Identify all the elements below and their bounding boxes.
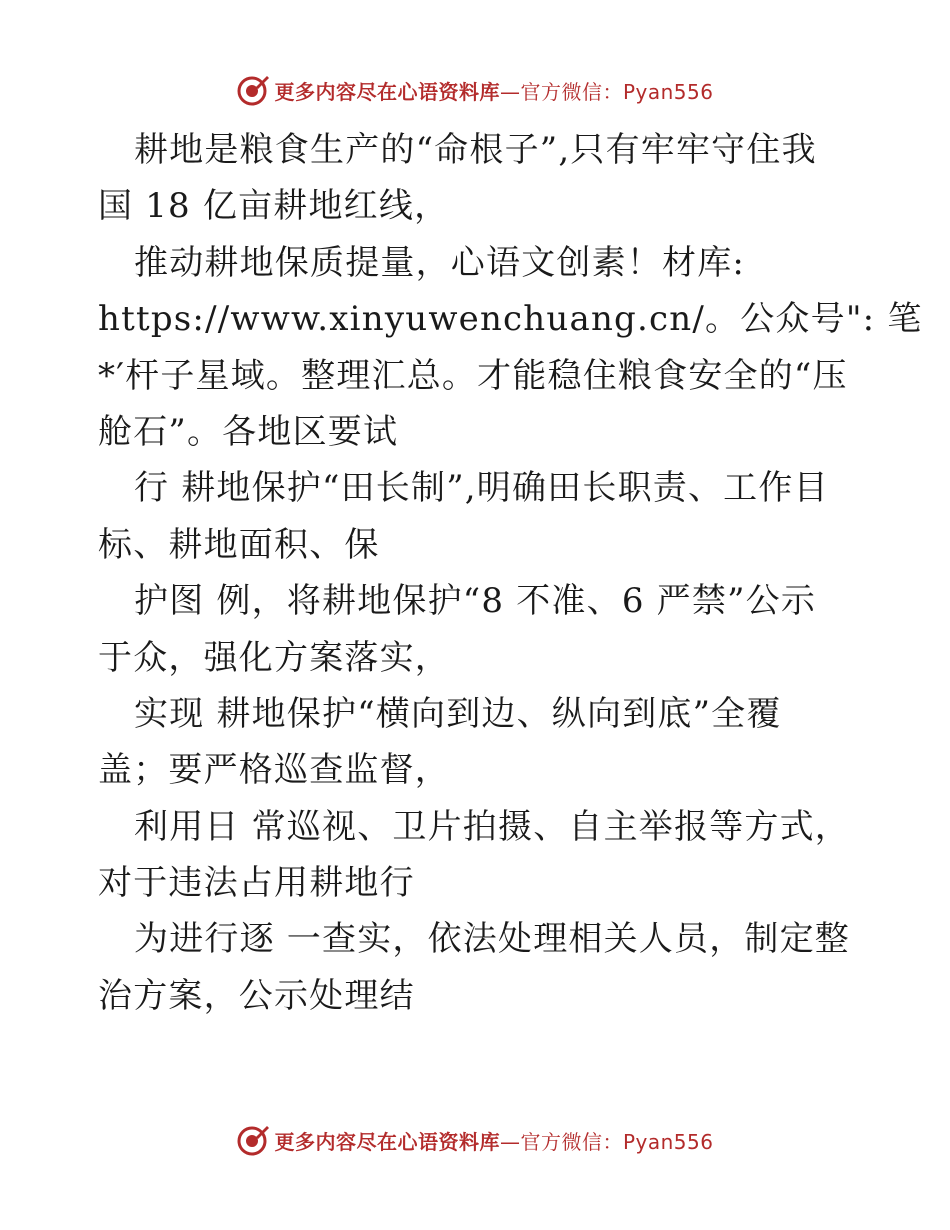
text-line: 行 耕地保护“田长制”,明确田长职责、工作目 [134,468,829,509]
text-line: 耕地是粮食生产的“命根子”,只有牢牢守住我 [134,130,817,170]
text-line: 推动耕地保质提量，心语文创素！材库: [134,242,746,283]
pen-logo-icon [236,1123,270,1157]
text-line: 治方案，公示处理结 [98,975,415,1016]
footer-banner [0,1120,950,1160]
text-line: 盖；要严格巡查监督， [98,750,450,791]
banner-separator: — [499,79,521,104]
text-line: 利用日 常巡视、卫片拍摄、自主举报等方式， [134,806,851,847]
banner-separator: — [499,1129,521,1154]
text-line: 于众，强化方案落实， [98,637,450,678]
banner-wechat: 官方微信：Pyan556 [520,79,714,104]
header-banner-text [274,76,713,105]
text-line: 实现 耕地保护“横向到边、纵向到底”全覆 [134,693,782,734]
text-line: *′杆子星域。整理汇总。才能稳住粮食安全的“压 [98,355,848,396]
document-body [98,122,923,1024]
banner-brand: 更多内容尽在心语资料库 [274,79,500,104]
text-line: 国 18 亿亩耕地红线， [98,186,450,227]
text-line: 标、耕地面积、保 [98,524,380,565]
text-line: https://www.xinyuwenchuang.cn/。公众号": 笔 [98,299,923,340]
pen-logo-icon [236,73,270,107]
text-line: 对于违法占用耕地行 [98,863,415,904]
text-line: 护图 例，将耕地保护“8 不准、6 严禁”公示 [134,581,817,622]
banner-brand: 更多内容尽在心语资料库 [274,1129,500,1154]
text-line: 舱石”。各地区要试 [98,411,399,452]
banner-wechat: 官方微信：Pyan556 [520,1129,714,1154]
footer-banner-text [274,1126,713,1155]
text-line: 为进行逐 一查实，依法处理相关人员，制定整 [134,919,851,960]
header-banner [0,70,950,110]
